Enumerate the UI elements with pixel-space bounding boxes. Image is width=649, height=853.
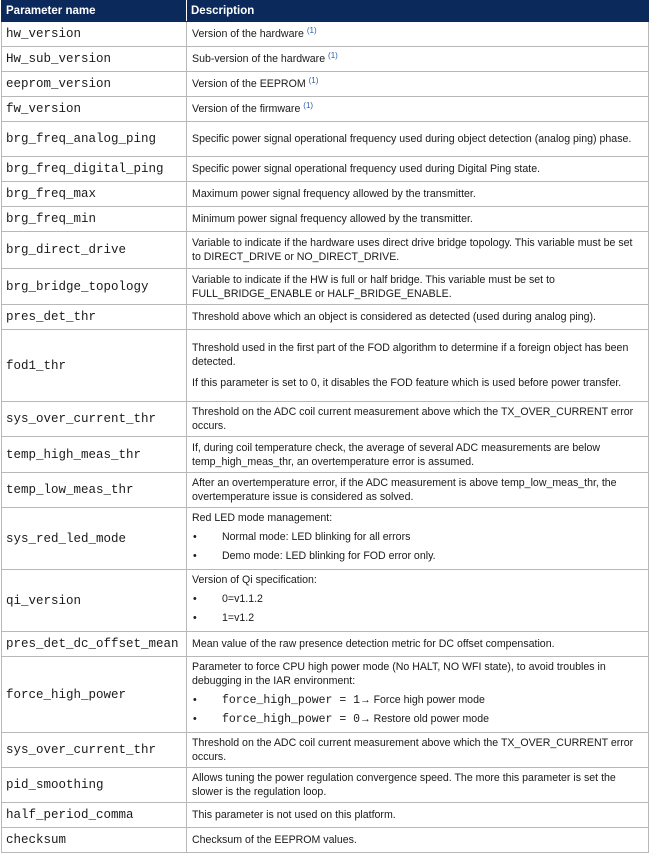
list-item	[192, 528, 643, 547]
param-name: force_high_power	[2, 657, 187, 733]
description-text: Version of the EEPROM	[192, 78, 306, 90]
column-header-parameter-name: Parameter name	[2, 1, 187, 22]
param-description: Threshold above which an object is considered as detected (used during analog ping).	[187, 305, 649, 330]
code-snippet: force_high_power = 1	[222, 694, 361, 707]
param-name: sys_red_led_mode	[2, 508, 187, 570]
list-item-text: → Restore old power mode	[360, 713, 489, 725]
footnote-ref[interactable]: (1)	[303, 101, 314, 110]
table-row	[2, 473, 649, 508]
param-description: Specific power signal operational frequency used during object detection (analog ping) phase.	[187, 122, 649, 157]
description-text: Version of the hardware	[192, 28, 304, 40]
bullet-list	[192, 590, 643, 628]
param-description	[187, 97, 649, 122]
table-row	[2, 570, 649, 632]
param-description	[187, 47, 649, 72]
param-name: brg_direct_drive	[2, 232, 187, 269]
table-row	[2, 122, 649, 157]
param-name: hw_version	[2, 22, 187, 47]
param-name: fod1_thr	[2, 330, 187, 402]
description-text: Red LED mode management:	[192, 512, 333, 524]
table-row	[2, 97, 649, 122]
list-item	[192, 547, 643, 566]
param-description: After an overtemperature error, if the ADC measurement is above temp_low_meas_thr, the overtemperature issue is considered as solved.	[187, 473, 649, 508]
column-header-description: Description	[187, 1, 649, 22]
param-description: Variable to indicate if the hardware uses direct drive bridge topology. This variable must be set to DIRECT_DRIVE or NO_DIRECT_DRIVE.	[187, 232, 649, 269]
param-description: Maximum power signal frequency allowed by the transmitter.	[187, 182, 649, 207]
param-name: pres_det_dc_offset_mean	[2, 632, 187, 657]
param-description	[187, 330, 649, 402]
table-row	[2, 828, 649, 853]
param-description: If, during coil temperature check, the average of several ADC measurements are below temp_high_meas_thr, an overtemperature error is assumed.	[187, 437, 649, 473]
param-description	[187, 657, 649, 733]
table-row	[2, 269, 649, 305]
table-row	[2, 402, 649, 437]
bullet-icon: •	[193, 593, 197, 605]
param-description: Threshold on the ADC coil current measurement above which the TX_OVER_CURRENT error occurs.	[187, 402, 649, 437]
table-row	[2, 330, 649, 402]
list-item-text: Demo mode: LED blinking for FOD error only.	[222, 550, 436, 562]
list-item	[192, 590, 643, 609]
list-item-text: → Force high power mode	[360, 694, 485, 706]
param-name: brg_bridge_topology	[2, 269, 187, 305]
param-description: Allows tuning the power regulation convergence speed. The more this parameter is set the slower is the regulation loop.	[187, 768, 649, 803]
param-name: brg_freq_max	[2, 182, 187, 207]
bullet-list	[192, 528, 643, 566]
description-text: Parameter to force CPU high power mode (No HALT, NO WFI state), to avoid troubles in debugging in the IAR environment:	[192, 661, 606, 687]
param-description	[187, 22, 649, 47]
table-row	[2, 232, 649, 269]
param-description: Checksum of the EEPROM values.	[187, 828, 649, 853]
footnote-ref[interactable]: (1)	[306, 26, 317, 35]
param-description: Variable to indicate if the HW is full or half bridge. This variable must be set to FULL_BRIDGE_ENABLE or HALF_BRIDGE_ENABLE.	[187, 269, 649, 305]
param-name: sys_over_current_thr	[2, 733, 187, 768]
param-description	[187, 72, 649, 97]
param-name: temp_low_meas_thr	[2, 473, 187, 508]
table-row	[2, 22, 649, 47]
list-item	[192, 710, 643, 729]
table-row	[2, 733, 649, 768]
list-item	[192, 609, 643, 628]
table-row	[2, 305, 649, 330]
param-description: Minimum power signal frequency allowed by the transmitter.	[187, 207, 649, 232]
param-name: half_period_comma	[2, 803, 187, 828]
list-item-text: 0=v1.1.2	[222, 593, 263, 605]
param-description: Mean value of the raw presence detection metric for DC offset compensation.	[187, 632, 649, 657]
param-name: brg_freq_digital_ping	[2, 157, 187, 182]
bullet-icon: •	[193, 713, 197, 725]
table-row	[2, 768, 649, 803]
table-row	[2, 437, 649, 473]
param-name: fw_version	[2, 97, 187, 122]
param-description	[187, 508, 649, 570]
parameter-table	[1, 0, 649, 853]
code-snippet: force_high_power = 0	[222, 713, 361, 726]
param-description: This parameter is not used on this platform.	[187, 803, 649, 828]
description-text: Version of Qi specification:	[192, 574, 317, 586]
param-name: checksum	[2, 828, 187, 853]
table-row	[2, 632, 649, 657]
param-name: sys_over_current_thr	[2, 402, 187, 437]
table-row	[2, 657, 649, 733]
param-name: Hw_sub_version	[2, 47, 187, 72]
footnote-ref[interactable]: (1)	[328, 51, 338, 60]
param-description	[187, 570, 649, 632]
bullet-icon: •	[193, 694, 197, 706]
bullet-icon: •	[193, 550, 197, 562]
bullet-icon: •	[193, 531, 197, 543]
param-name: temp_high_meas_thr	[2, 437, 187, 473]
table-header-row	[2, 1, 649, 22]
table-row	[2, 803, 649, 828]
param-name: pres_det_thr	[2, 305, 187, 330]
description-paragraph: If this parameter is set to 0, it disables the FOD feature which is used before power transfer.	[192, 377, 622, 389]
description-text: Sub-version of the hardware	[192, 53, 326, 65]
list-item-text: 1=v1.2	[222, 612, 255, 624]
table-row	[2, 72, 649, 97]
param-description: Specific power signal operational frequency used during Digital Ping state.	[187, 157, 649, 182]
description-paragraph: Threshold used in the first part of the FOD algorithm to determine if a foreign object has been detected.	[192, 342, 629, 368]
table-row	[2, 182, 649, 207]
bullet-icon: •	[193, 612, 197, 624]
param-name: qi_version	[2, 570, 187, 632]
footnote-ref[interactable]: (1)	[308, 76, 319, 85]
table-row	[2, 157, 649, 182]
param-name: brg_freq_min	[2, 207, 187, 232]
bullet-list	[192, 691, 643, 729]
param-name: eeprom_version	[2, 72, 187, 97]
table-row	[2, 47, 649, 72]
table-row	[2, 207, 649, 232]
param-description: Threshold on the ADC coil current measurement above which the TX_OVER_CURRENT error occurs.	[187, 733, 649, 768]
param-name: pid_smoothing	[2, 768, 187, 803]
list-item	[192, 691, 643, 710]
table-row	[2, 508, 649, 570]
description-text: Version of the firmware	[192, 103, 301, 115]
list-item-text: Normal mode: LED blinking for all errors	[222, 531, 411, 543]
param-name: brg_freq_analog_ping	[2, 122, 187, 157]
